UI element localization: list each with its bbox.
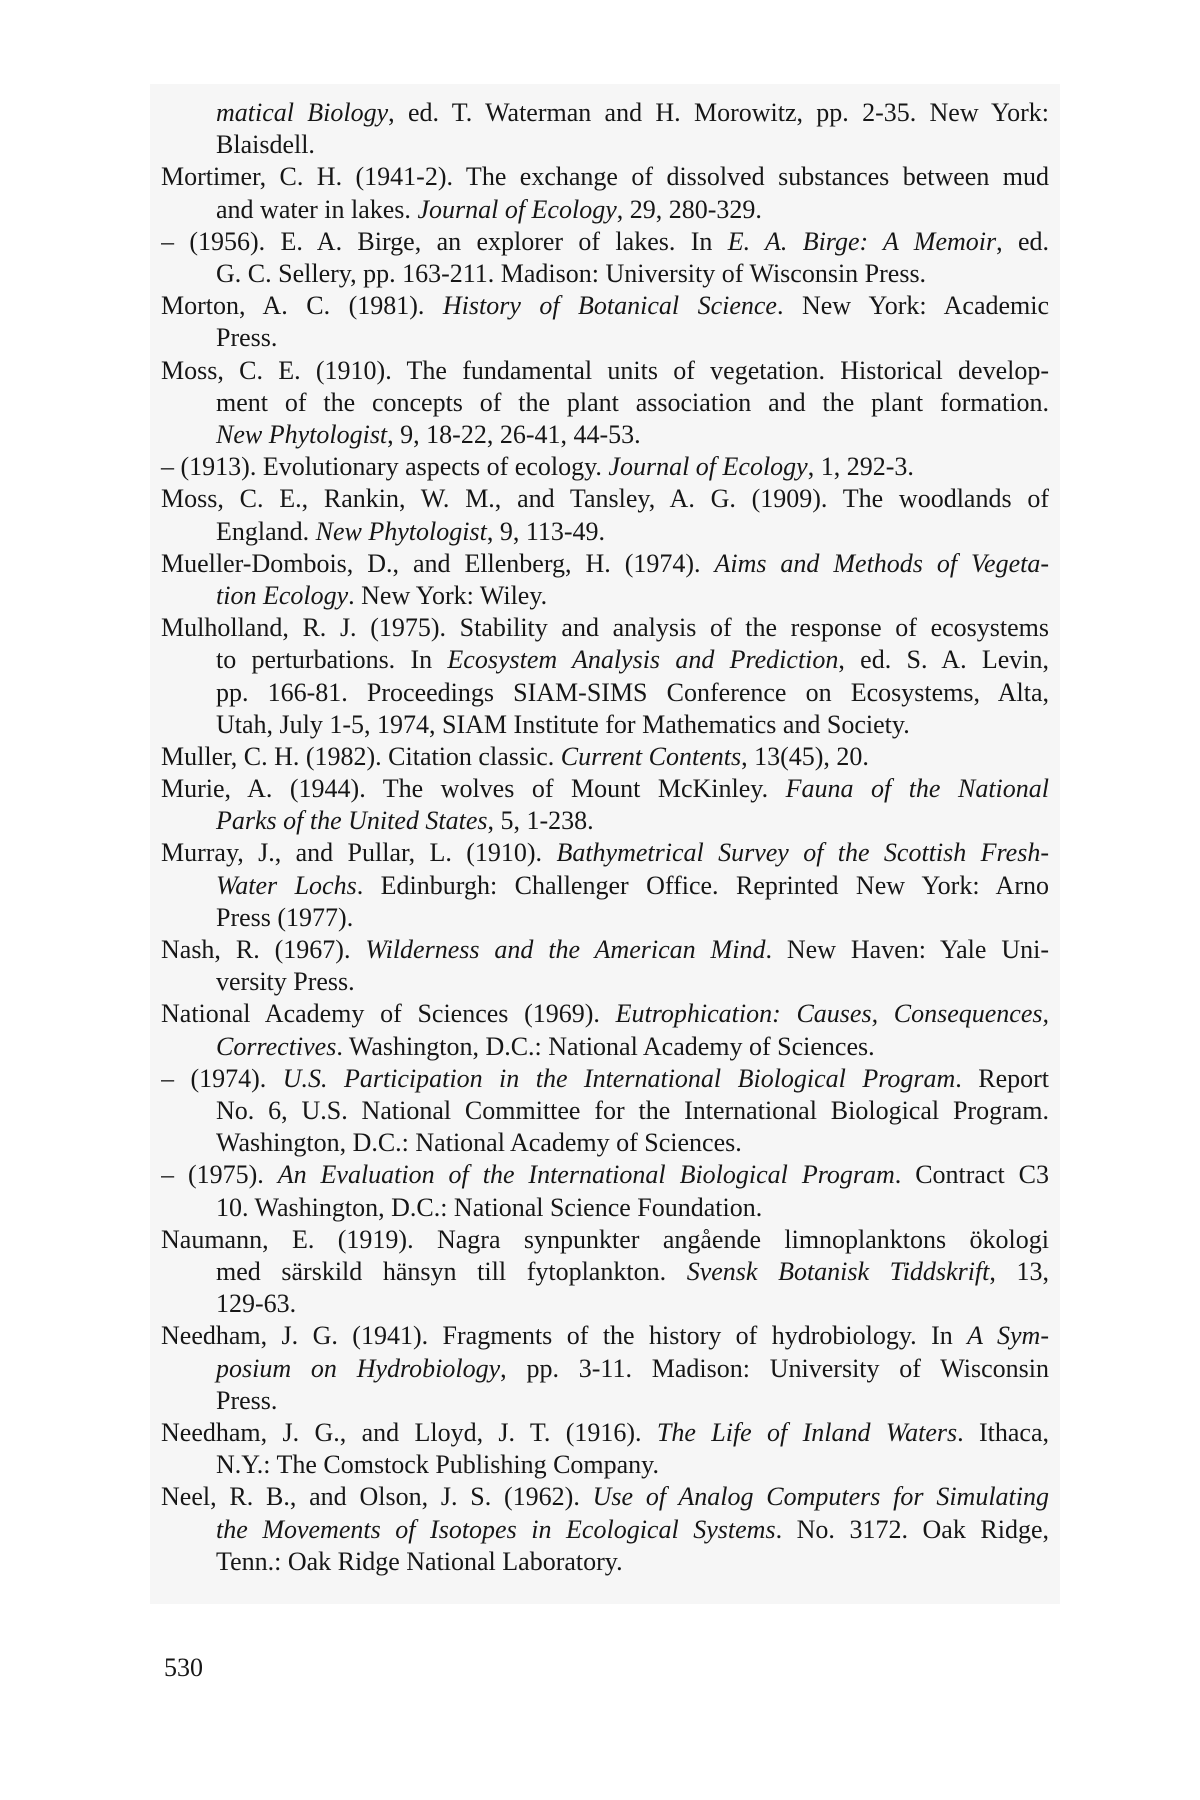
reference-entry — [161, 226, 1049, 290]
reference-text: , ed. — [996, 226, 1049, 256]
reference-text: , 9, 18-22, 26-41, 44-53. — [387, 419, 641, 449]
reference-text: Needham, J. G., and Lloyd, J. T. (1916). — [161, 1417, 657, 1447]
reference-line — [161, 97, 1049, 129]
reference-entry — [161, 1481, 1049, 1578]
reference-line — [161, 1256, 1049, 1288]
reference-line — [161, 1320, 1049, 1352]
reference-line — [161, 516, 1049, 548]
reference-text: – (1974). — [161, 1063, 283, 1093]
reference-text: and water in lakes. — [216, 194, 418, 224]
reference-entry — [161, 97, 1049, 161]
reference-text: . New York: Wiley. — [348, 580, 548, 610]
italic-title-text: Aims and Methods of Vegeta- — [714, 548, 1049, 578]
reference-text: Blaisdell. — [216, 130, 315, 160]
italic-title-text: History of Botanical Science — [442, 291, 777, 321]
reference-text: No. 6, U.S. National Committee for the International Biological Program. — [216, 1096, 1049, 1126]
reference-text: Mortimer, C. H. (1941-2). The exchange of dissolved substances between mud — [161, 162, 1049, 192]
italic-title-text: Current Contents — [560, 741, 742, 771]
reference-entry — [161, 934, 1049, 998]
reference-line — [161, 580, 1049, 612]
italic-title-text: An Evaluation of the International Biological Program — [277, 1160, 895, 1190]
italic-title-text: New Phytologist — [315, 516, 487, 546]
reference-text: , 1, 292-3. — [807, 452, 914, 482]
reference-text: – (1975). — [161, 1160, 278, 1190]
reference-text: , 13, — [989, 1257, 1049, 1286]
italic-title-text: posium on Hydrobiology — [216, 1353, 501, 1383]
reference-entry — [161, 998, 1049, 1062]
reference-line — [161, 483, 1049, 515]
reference-text: Neel, R. B., and Olson, J. S. (1962). — [161, 1482, 593, 1512]
reference-line — [161, 322, 1049, 354]
reference-text: G. C. Sellery, pp. 163-211. Madison: University of Wisconsin Press. — [216, 258, 927, 288]
reference-line — [161, 934, 1049, 966]
reference-line — [161, 1095, 1049, 1127]
reference-text: . Washington, D.C.: National Academy of Sciences. — [336, 1031, 875, 1061]
reference-text: . Ithaca, — [957, 1417, 1049, 1447]
reference-line — [161, 1385, 1049, 1417]
reference-line — [161, 1159, 1049, 1191]
italic-title-text: Ecosystem Analysis and Prediction — [447, 645, 839, 675]
reference-text: , pp. 3-11. Madison: University of Wisconsin — [500, 1353, 1049, 1383]
reference-entry — [161, 773, 1049, 837]
reference-text: Washington, D.C.: National Academy of Sciences. — [216, 1128, 742, 1158]
reference-entry — [161, 1224, 1049, 1321]
italic-title-text: Journal of Ecology — [417, 194, 617, 224]
italic-title-text: Correctives — [216, 1031, 337, 1061]
reference-line — [161, 548, 1049, 580]
reference-line — [161, 677, 1049, 709]
reference-text: , 29, 280-329. — [616, 194, 762, 224]
italic-title-text: Eutrophication: Causes, Consequences, — [615, 999, 1049, 1029]
reference-entry — [161, 290, 1049, 354]
italic-title-text: A Sym- — [967, 1321, 1049, 1351]
reference-text: Murray, J., and Pullar, L. (1910). — [161, 838, 557, 868]
reference-line — [161, 226, 1049, 258]
reference-text: Utah, July 1-5, 1974, SIAM Institute for Mathematics and Society. — [216, 709, 910, 739]
reference-line — [161, 161, 1049, 193]
reference-line — [161, 966, 1049, 998]
italic-title-text: New Phytologist — [216, 419, 388, 449]
italic-title-text: E. A. Birge: A Memoir — [727, 226, 997, 256]
reference-entry — [161, 355, 1049, 452]
italic-title-text: Water Lochs — [216, 870, 357, 900]
reference-line — [161, 741, 1049, 773]
reference-line — [161, 387, 1049, 419]
reference-text: N.Y.: The Comstock Publishing Company. — [216, 1450, 659, 1480]
reference-line — [161, 290, 1049, 322]
reference-line — [161, 1063, 1049, 1095]
reference-text: pp. 166-81. Proceedings SIAM-SIMS Conference on Ecosystems, Alta, — [216, 677, 1049, 707]
reference-text: Press (1977). — [216, 902, 354, 932]
reference-text: , ed. T. Waterman and H. Morowitz, pp. 2-35. New York: — [388, 98, 1049, 127]
italic-title-text: Svensk Botanisk Tiddskrift — [686, 1257, 990, 1286]
reference-text: National Academy of Sciences (1969). — [161, 999, 616, 1029]
reference-line — [161, 773, 1049, 805]
reference-text: Moss, C. E. (1910). The fundamental units of vegetation. Historical develop- — [161, 355, 1049, 385]
reference-text: – (1913). Evolutionary aspects of ecology. — [161, 452, 609, 482]
reference-line — [161, 1192, 1049, 1224]
italic-title-text: matical Biology — [216, 98, 389, 127]
reference-text: – (1956). E. A. Birge, an explorer of lakes. In — [161, 226, 728, 256]
reference-line — [161, 194, 1049, 226]
reference-line — [161, 1127, 1049, 1159]
italic-title-text: U.S. Participation in the International Biological Program — [282, 1063, 956, 1093]
reference-entry — [161, 1063, 1049, 1160]
reference-entry — [161, 612, 1049, 741]
reference-line — [161, 258, 1049, 290]
reference-line — [161, 1288, 1049, 1320]
reference-entry — [161, 741, 1049, 773]
reference-line — [161, 419, 1049, 451]
reference-text: 129-63. — [216, 1289, 297, 1319]
reference-line — [161, 709, 1049, 741]
reference-text: . New Haven: Yale Uni- — [765, 935, 1049, 965]
italic-title-text: Parks of the United States — [216, 806, 488, 836]
reference-line — [161, 644, 1049, 676]
reference-line — [161, 1353, 1049, 1385]
reference-line — [161, 805, 1049, 837]
page-number: 530 — [164, 1653, 203, 1682]
italic-title-text: Use of Analog Computers for Simulating — [592, 1482, 1049, 1512]
reference-text: to perturbations. In — [216, 645, 448, 675]
italic-title-text: Bathymetrical Survey of the Scottish Fresh- — [556, 838, 1049, 868]
reference-text: . Edinburgh: Challenger Office. Reprinted New York: Arno — [356, 870, 1049, 900]
reference-line — [161, 870, 1049, 902]
reference-text: England. — [216, 516, 316, 546]
reference-line — [161, 129, 1049, 161]
reference-line — [161, 1481, 1049, 1513]
reference-text: . New York: Academic — [776, 291, 1049, 321]
italic-title-text: The Life of Inland Waters — [656, 1417, 958, 1447]
reference-text: , 5, 1-238. — [487, 806, 594, 836]
reference-text: Murie, A. (1944). The wolves of Mount McKinley. — [161, 774, 786, 804]
reference-entry — [161, 1159, 1049, 1223]
reference-text: , ed. S. A. Levin, — [838, 645, 1049, 675]
reference-line — [161, 1514, 1049, 1546]
reference-text: , 13(45), 20. — [741, 741, 869, 771]
reference-entry — [161, 483, 1049, 547]
reference-text: Press. — [216, 323, 278, 353]
reference-text: med särskild hänsyn till fytoplankton. — [216, 1257, 687, 1286]
reference-entry — [161, 161, 1049, 225]
italic-title-text: the Movements of Isotopes in Ecological Systems — [216, 1514, 776, 1544]
reference-text: Mulholland, R. J. (1975). Stability and analysis of the response of ecosystems — [161, 613, 1049, 643]
reference-line — [161, 837, 1049, 869]
reference-text: versity Press. — [216, 967, 355, 997]
reference-text: ment of the concepts of the plant association and the plant formation. — [216, 387, 1049, 417]
reference-line — [161, 1449, 1049, 1481]
reference-text: Moss, C. E., Rankin, W. M., and Tansley, A. G. (1909). The woodlands of — [161, 484, 1049, 514]
reference-entry — [161, 1320, 1049, 1417]
reference-text: . Contract C3 — [894, 1160, 1049, 1190]
reference-line — [161, 1224, 1049, 1256]
reference-text: Mueller-Dombois, D., and Ellenberg, H. (1974). — [161, 548, 715, 578]
reference-text: Morton, A. C. (1981). — [161, 291, 443, 321]
italic-title-text: Journal of Ecology — [608, 452, 808, 482]
reference-line — [161, 998, 1049, 1030]
reference-text: . No. 3172. Oak Ridge, — [775, 1514, 1049, 1544]
reference-entry — [161, 1417, 1049, 1481]
reference-text: Muller, C. H. (1982). Citation classic. — [161, 741, 561, 771]
reference-list — [161, 97, 1049, 1578]
reference-line — [161, 612, 1049, 644]
reference-text: , 9, 113-49. — [486, 516, 606, 546]
italic-title-text: Wilderness and the American Mind — [365, 935, 766, 965]
italic-title-text: Fauna of the National — [785, 774, 1049, 804]
reference-line — [161, 902, 1049, 934]
reference-entry — [161, 451, 1049, 483]
reference-entry — [161, 548, 1049, 612]
reference-text: Tenn.: Oak Ridge National Laboratory. — [216, 1546, 623, 1576]
italic-title-text: tion Ecology — [216, 580, 349, 610]
reference-line — [161, 1031, 1049, 1063]
reference-text: . Report — [955, 1063, 1049, 1093]
reference-line — [161, 355, 1049, 387]
reference-line — [161, 451, 1049, 483]
reference-line — [161, 1417, 1049, 1449]
reference-text: Needham, J. G. (1941). Fragments of the history of hydrobiology. In — [161, 1321, 968, 1351]
reference-entry — [161, 837, 1049, 934]
reference-line — [161, 1546, 1049, 1578]
reference-text: Nash, R. (1967). — [161, 935, 366, 965]
reference-text: 10. Washington, D.C.: National Science Foundation. — [216, 1192, 763, 1222]
reference-text: Press. — [216, 1385, 278, 1415]
reference-text: Naumann, E. (1919). Nagra synpunkter angående limnoplanktons ökologi — [161, 1224, 1049, 1254]
